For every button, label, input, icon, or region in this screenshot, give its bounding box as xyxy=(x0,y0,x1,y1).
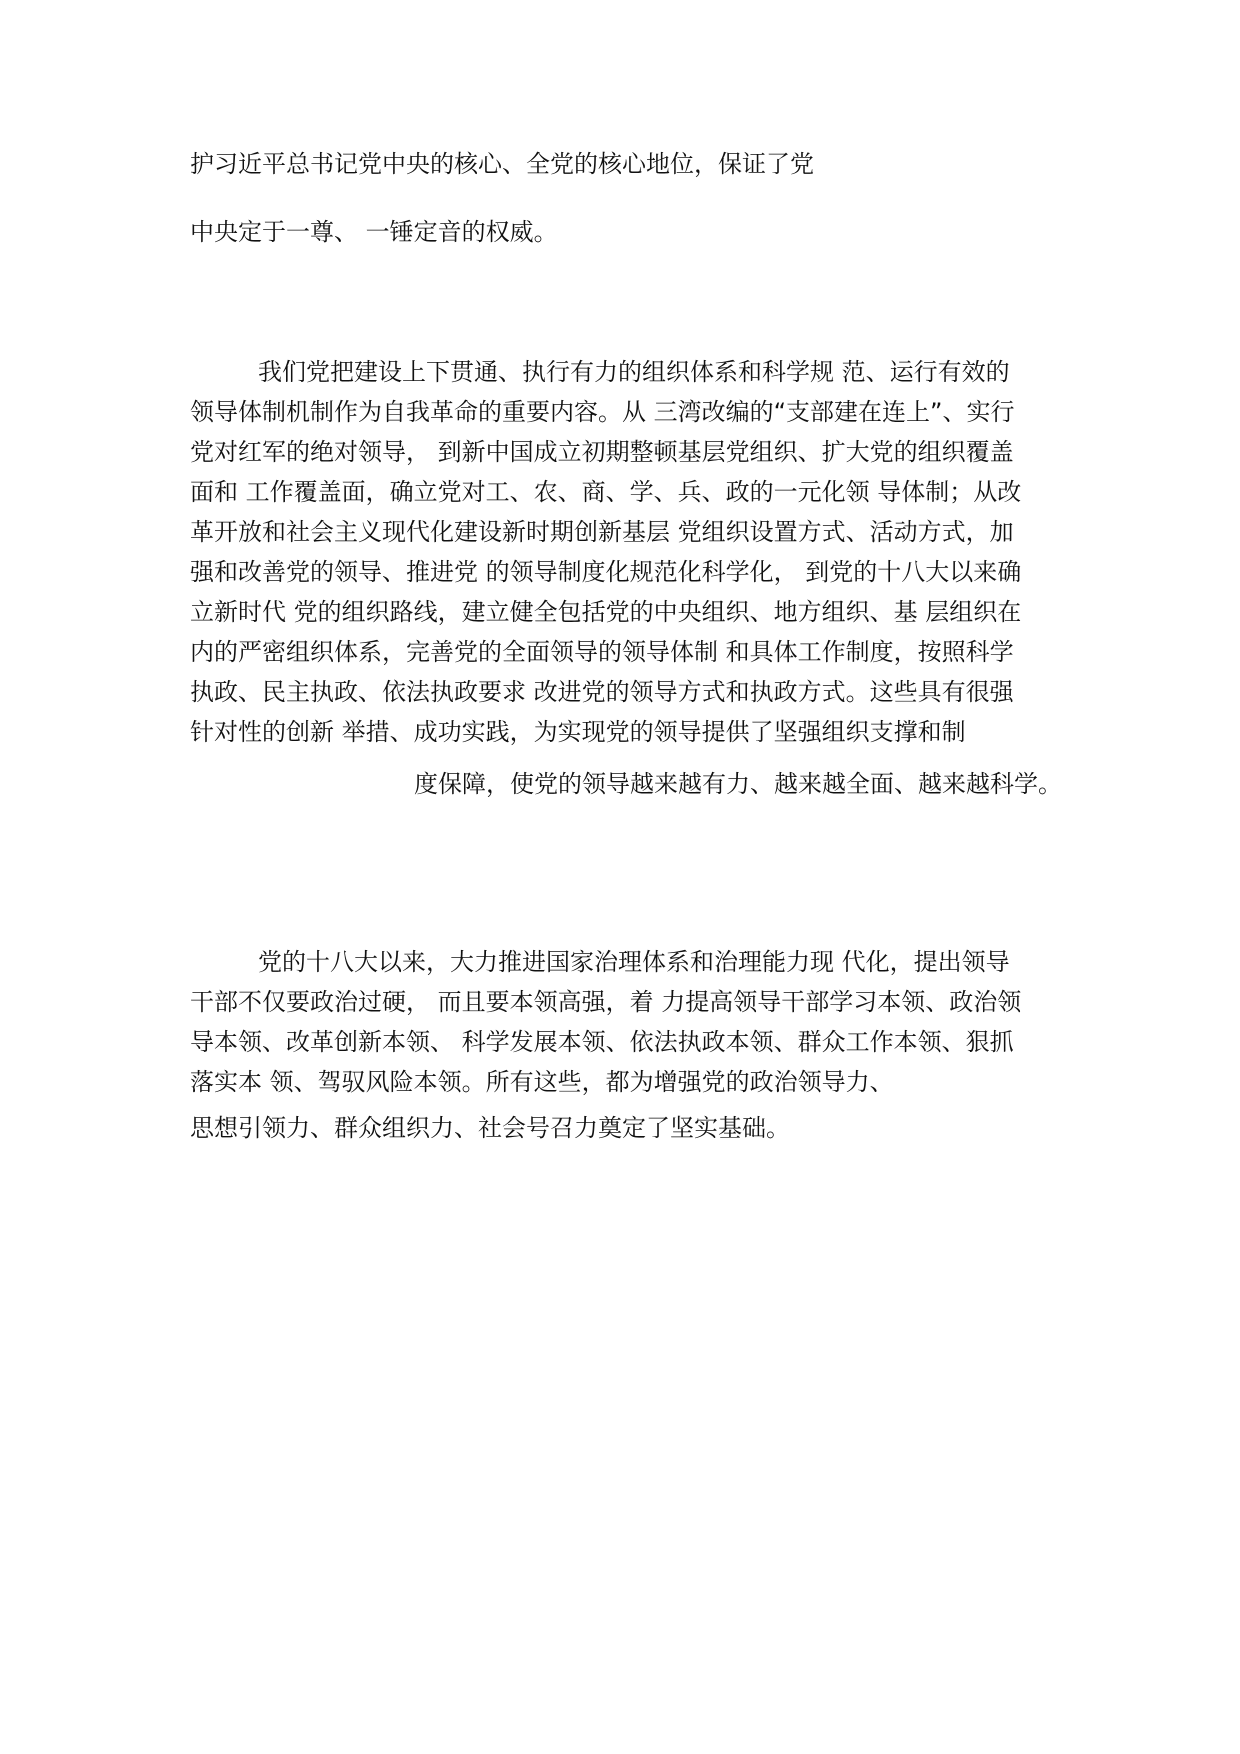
paragraph-line: 执政、民主执政、依法执政要求 改进党的领导方式和执政方式。这些具有很强 xyxy=(190,678,1014,706)
paragraph-line: 面和 工作覆盖面，确立党对工、农、商、学、兵、政的一元化领 导体制；从改 xyxy=(190,478,1022,506)
paragraph-line: 革开放和社会主义现代化建设新时期创新基层 党组织设置方式、活动方式，加 xyxy=(190,518,1014,546)
paragraph-line: 针对性的创新 举措、成功实践，为实现党的领导提供了坚强组织支撑和制 xyxy=(190,718,966,746)
paragraph-line: 干部不仅要政治过硬， 而且要本领高强，着 力提高领导干部学习本领、政治领 xyxy=(190,988,1022,1016)
paragraph-line: 党的十八大以来，大力推进国家治理体系和治理能力现 代化，提出领导 xyxy=(258,948,1010,976)
paragraph-1-closing-line: 度保障，使党的领导越来越有力、越来越全面、越来越科学。 xyxy=(414,770,1062,798)
paragraph-line: 内的严密组织体系，完善党的全面领导的领导体制 和具体工作制度，按照科学 xyxy=(190,638,1014,666)
paragraph-line: 党对红军的绝对领导， 到新中国成立初期整顿基层党组织、扩大党的组织覆盖 xyxy=(190,438,1014,466)
paragraph-line: 领导体制机制作为自我革命的重要内容。从 三湾改编的“支部建在连上”、实行 xyxy=(190,398,1015,426)
paragraph-line: 立新时代 党的组织路线，建立健全包括党的中央组织、地方组织、基 层组织在 xyxy=(190,598,1022,626)
text-line: 中央定于一尊、 一锤定音的权威。 xyxy=(190,218,558,246)
paragraph-line: 强和改善党的领导、推进党 的领导制度化规范化科学化， 到党的十八大以来确 xyxy=(190,558,1022,586)
paragraph-1 xyxy=(190,352,1060,752)
paragraph-2 xyxy=(190,942,1060,1102)
paragraph-line: 落实本 领、驾驭风险本领。所有这些，都为增强党的政治领导力、 xyxy=(190,1068,894,1096)
paragraph-line: 我们党把建设上下贯通、执行有力的组织体系和科学规 范、运行有效的 xyxy=(258,358,1010,386)
text-line: 护习近平总书记党中央的核心、全党的核心地位，保证了党 xyxy=(190,150,814,178)
paragraph-2-closing-line: 思想引领力、群众组织力、社会号召力奠定了坚实基础。 xyxy=(190,1114,790,1142)
paragraph-line: 导本领、改革创新本领、 科学发展本领、依法执政本领、群众工作本领、狠抓 xyxy=(190,1028,1014,1056)
